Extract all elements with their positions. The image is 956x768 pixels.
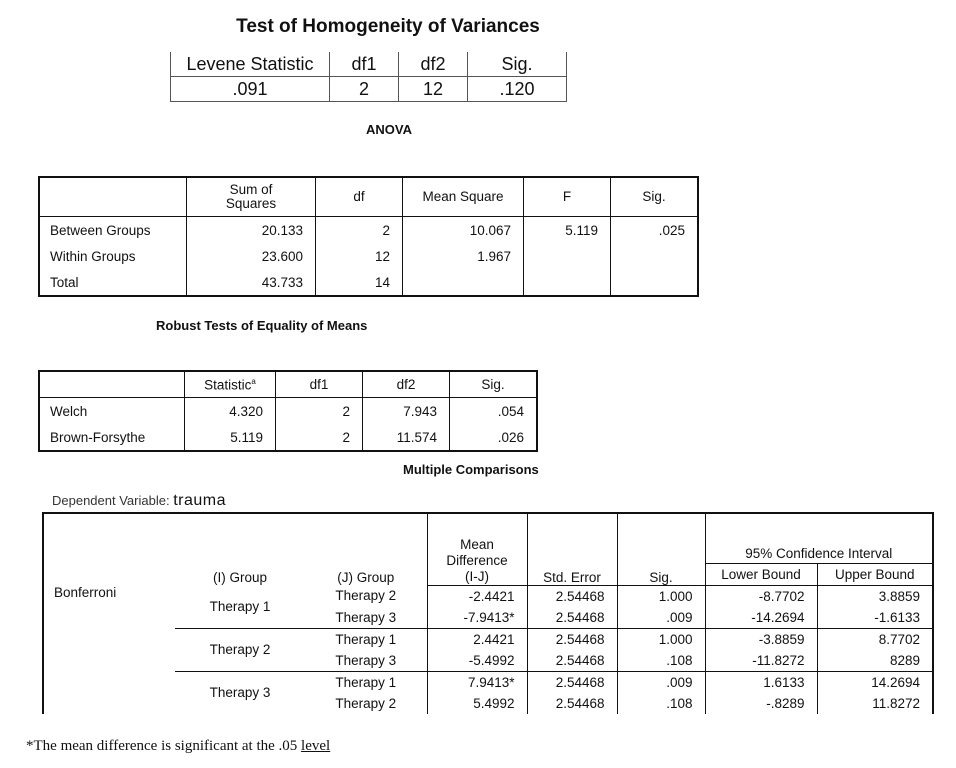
- table-row: [39, 217, 698, 244]
- levene-header: Sig.: [468, 52, 567, 77]
- mc-mean-difference: -2.4421: [427, 585, 527, 607]
- mc-j-group: Therapy 1: [305, 628, 427, 650]
- levene-value: .120: [468, 77, 567, 102]
- table-row: [39, 269, 698, 296]
- robust-cell: 7.943: [363, 398, 450, 425]
- mc-method-blank: [43, 693, 175, 714]
- mc-std-error: 2.54468: [527, 585, 617, 607]
- mc-lower-bound: -.8289: [705, 693, 817, 714]
- table-row: [39, 243, 698, 269]
- footnote: [26, 738, 330, 755]
- robust-header-sig: Sig.: [450, 371, 538, 398]
- mc-j-group: Therapy 2: [335, 588, 397, 604]
- mc-mean-difference: -7.9413*: [427, 607, 527, 629]
- anova-header-ss: [187, 177, 316, 217]
- mc-header-std-error: Std. Error: [527, 513, 617, 585]
- robust-header-df1: df1: [276, 371, 363, 398]
- dependent-variable-label: Dependent Variable:: [52, 493, 170, 508]
- mc-header-blank: [43, 513, 175, 585]
- mc-method: Bonferroni: [54, 585, 117, 600]
- table-row: [43, 671, 933, 693]
- mc-j-group: Therapy 3: [335, 609, 397, 625]
- mc-std-error: 2.54468: [527, 628, 617, 650]
- anova-row-label: Within Groups: [50, 248, 136, 264]
- anova-cell: [524, 243, 611, 269]
- levene-table: [170, 52, 567, 102]
- levene-value: 2: [330, 77, 399, 102]
- mc-method-blank: [43, 650, 175, 672]
- mc-mean-difference: 5.4992: [427, 693, 527, 714]
- anova-cell: 12: [316, 243, 403, 269]
- anova-cell: 1.967: [403, 243, 524, 269]
- robust-cell: .054: [450, 398, 538, 425]
- mc-i-group: Therapy 1: [209, 598, 271, 614]
- anova-cell: 43.733: [187, 269, 316, 296]
- mc-sig: .009: [617, 607, 705, 629]
- table-row: [39, 398, 537, 425]
- mc-lower-bound: -8.7702: [705, 585, 817, 607]
- anova-header-f: F: [524, 177, 611, 217]
- robust-header-statistic-text: Statistic: [204, 377, 252, 393]
- footnote-underlined-word: level: [301, 738, 331, 754]
- mc-lower-bound: -11.8272: [705, 650, 817, 672]
- mc-mean-difference: 7.9413*: [427, 671, 527, 693]
- mc-header-sig: Sig.: [617, 513, 705, 585]
- robust-table: [38, 370, 538, 452]
- levene-value: .091: [171, 77, 330, 102]
- anova-header-df: df: [316, 177, 403, 217]
- anova-cell: [403, 269, 524, 296]
- levene-header: df1: [330, 52, 399, 77]
- mc-lower-bound: 1.6133: [705, 671, 817, 693]
- mc-sig: .108: [617, 693, 705, 714]
- mc-header-confidence-interval: 95% Confidence Interval: [705, 513, 933, 563]
- mc-std-error: 2.54468: [527, 607, 617, 629]
- mc-std-error: 2.54468: [527, 650, 617, 672]
- dependent-variable-line: [52, 492, 226, 510]
- table-row: [43, 628, 933, 650]
- dependent-variable-value: trauma: [173, 492, 226, 509]
- mc-sig: .108: [617, 650, 705, 672]
- robust-cell: .026: [450, 424, 538, 451]
- mc-method-blank: [43, 607, 175, 629]
- mc-j-group: Therapy 3: [335, 652, 397, 668]
- mc-header-i-group: (I) Group: [212, 570, 267, 585]
- mc-lower-bound: -14.2694: [705, 607, 817, 629]
- robust-cell: 2: [276, 424, 363, 451]
- anova-cell: 23.600: [187, 243, 316, 269]
- mc-lower-bound: -3.8859: [705, 628, 817, 650]
- levene-title: Test of Homogeneity of Variances: [236, 16, 540, 37]
- anova-table: [38, 176, 699, 297]
- mc-method-blank: [43, 671, 175, 693]
- robust-row-label: Welch: [50, 403, 88, 419]
- mc-sig: 1.000: [617, 585, 705, 607]
- mc-header-upper-bound: Upper Bound: [817, 563, 933, 585]
- mc-header-lower-bound: Lower Bound: [705, 563, 817, 585]
- anova-title: ANOVA: [366, 122, 412, 137]
- mc-i-group: Therapy 3: [175, 671, 305, 714]
- robust-cell: 4.320: [185, 398, 276, 425]
- robust-title: Robust Tests of Equality of Means: [156, 318, 368, 333]
- anova-cell: 2: [316, 217, 403, 244]
- anova-cell: 14: [316, 269, 403, 296]
- mc-header-j-group: (J) Group: [337, 570, 395, 585]
- anova-header-blank: [39, 177, 187, 217]
- mc-i-group: Therapy 2: [175, 628, 305, 671]
- mc-upper-bound: 14.2694: [817, 671, 933, 693]
- robust-header-blank: [39, 371, 185, 398]
- mc-header-mean-difference: [427, 513, 527, 585]
- mc-upper-bound: 11.8272: [817, 693, 933, 714]
- anova-cell: 5.119: [524, 217, 611, 244]
- multiple-comparisons-table: [42, 512, 934, 714]
- anova-header-ms: Mean Square: [403, 177, 524, 217]
- levene-header: Levene Statistic: [171, 52, 330, 77]
- robust-cell: 11.574: [363, 424, 450, 451]
- mc-std-error: 2.54468: [527, 693, 617, 714]
- mc-j-group: Therapy 1: [305, 671, 427, 693]
- robust-row-label: Brown-Forsythe: [50, 429, 146, 445]
- anova-row-label: Between Groups: [50, 222, 151, 238]
- mc-sig: 1.000: [617, 628, 705, 650]
- anova-header-ss-text: Sum of Squares: [225, 182, 277, 211]
- robust-cell: 2: [276, 398, 363, 425]
- mc-header-mean-difference-text: Mean Difference (I-J): [446, 536, 508, 584]
- mc-std-error: 2.54468: [527, 671, 617, 693]
- mc-upper-bound: -1.6133: [817, 607, 933, 629]
- robust-cell: 5.119: [185, 424, 276, 451]
- anova-header-sig: Sig.: [611, 177, 699, 217]
- robust-statistic-footnote-mark: a: [251, 376, 256, 386]
- mc-j-group: Therapy 2: [335, 695, 397, 711]
- mc-upper-bound: 8.7702: [817, 628, 933, 650]
- robust-header-df2: df2: [363, 371, 450, 398]
- footnote-text: *The mean difference is significant at the .05: [26, 738, 302, 754]
- robust-header-statistic: [185, 371, 276, 398]
- anova-cell: 10.067: [403, 217, 524, 244]
- anova-cell: [524, 269, 611, 296]
- mc-method-blank: [43, 628, 175, 650]
- mc-upper-bound: 3.8859: [817, 585, 933, 607]
- multiple-comparisons-title: Multiple Comparisons: [403, 462, 539, 477]
- table-row: [39, 424, 537, 451]
- mc-mean-difference: 2.4421: [427, 628, 527, 650]
- anova-cell: .025: [611, 217, 699, 244]
- mc-mean-difference: -5.4992: [427, 650, 527, 672]
- mc-sig: .009: [617, 671, 705, 693]
- anova-cell: 20.133: [187, 217, 316, 244]
- anova-cell: [611, 269, 699, 296]
- levene-header: df2: [399, 52, 468, 77]
- table-row: [43, 585, 933, 607]
- mc-upper-bound: 8289: [817, 650, 933, 672]
- levene-value: 12: [399, 77, 468, 102]
- anova-cell: [611, 243, 699, 269]
- anova-row-label: Total: [50, 274, 79, 290]
